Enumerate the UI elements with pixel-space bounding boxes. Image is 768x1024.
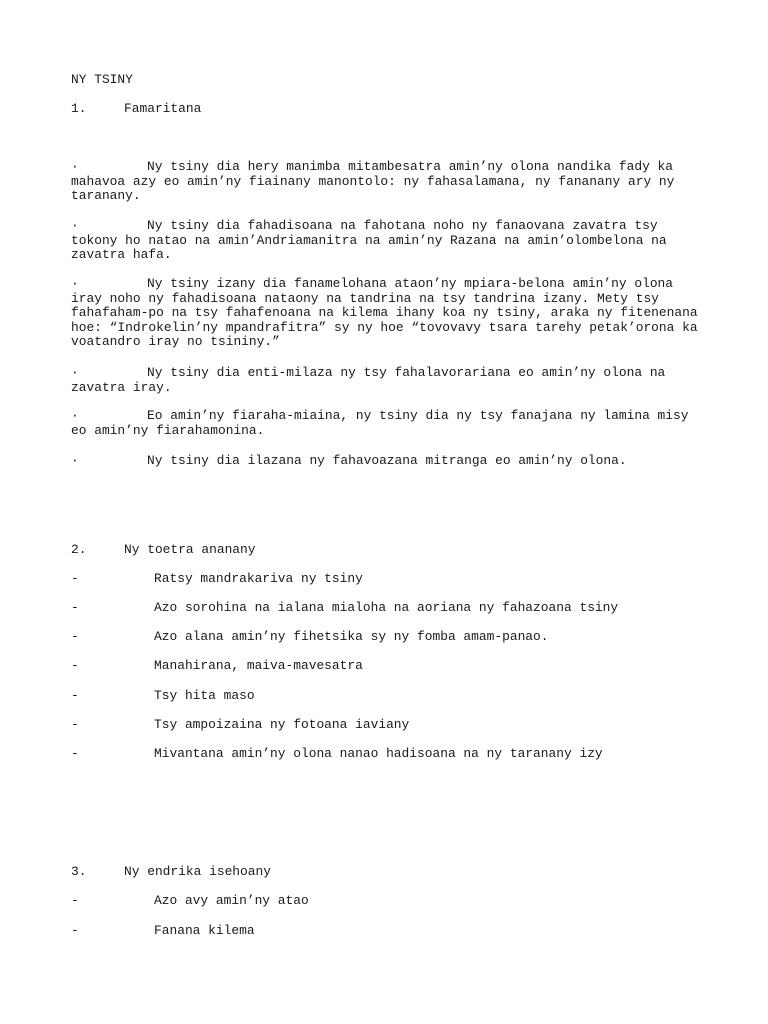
list-item [71, 688, 255, 703]
list-item [71, 160, 711, 204]
list-item [71, 658, 363, 673]
section-title: Ny endrika isehoany [124, 864, 271, 879]
list-item-text: Tsy hita maso [154, 688, 255, 703]
section-number: 1. [71, 101, 87, 116]
list-item-text: Ratsy mandrakariva ny tsiny [154, 571, 363, 586]
bullet-icon: · [71, 453, 79, 468]
list-item [71, 629, 549, 644]
section-heading [71, 864, 271, 879]
list-item-text: Azo avy amin’ny atao [154, 893, 309, 908]
list-item-text: Ny tsiny dia enti-milaza ny tsy fahalavorariana eo amin’ny olona na zavatra iray. [71, 365, 666, 395]
dash-icon: - [71, 923, 79, 938]
dash-icon: - [71, 717, 79, 732]
document-title: NY TSINY [71, 72, 133, 87]
dash-icon: - [71, 658, 79, 673]
bullet-icon: · [71, 365, 79, 380]
list-item [71, 600, 618, 615]
list-item-text: Mivantana amin’ny olona nanao hadisoana na ny taranany izy [154, 746, 603, 761]
list-item-text: Manahirana, maiva-mavesatra [154, 658, 363, 673]
list-item-text: Ny tsiny dia ilazana ny fahavoazana mitranga eo amin’ny olona. [147, 453, 627, 468]
list-item-text: Azo sorohina na ialana mialoha na aoriana ny fahazoana tsiny [154, 600, 619, 615]
section-title: Ny toetra ananany [124, 542, 256, 557]
list-item-text: Fanana kilema [154, 923, 255, 938]
list-item-text: Ny tsiny izany dia fanamelohana ataon’ny mpiara-belona amin’ny olona iray noho ny fahadisoana nataony na tandrina na tsy tandrina izany. Mety tsy fahafaham-po na tsy fahafenoana na kilema ihany koa ny tsiny, araka ny fitenenana hoe: “Indrokelin’ny mpandrafitra” sy ny hoe “tovovavy tsara tarehy petak’orona ka voatandro iray no tsininy.” [71, 276, 698, 350]
dash-icon: - [71, 893, 79, 908]
bullet-icon: · [71, 408, 79, 423]
section-number: 2. [71, 542, 87, 557]
bullet-icon: · [71, 218, 79, 233]
list-item-text: Ny tsiny dia fahadisoana na fahotana noho ny fanaovana zavatra tsy tokony ho natao na amin’Andriamanitra na amin’ny Razana na amin’olombelona na zavatra hafa. [71, 218, 667, 263]
section-number: 3. [71, 864, 87, 879]
list-item [71, 277, 711, 350]
dash-icon: - [71, 629, 79, 644]
dash-icon: - [71, 688, 79, 703]
dash-icon: - [71, 571, 79, 586]
list-item [71, 571, 363, 586]
list-item [71, 923, 255, 938]
bullet-icon: · [71, 276, 79, 291]
list-item [71, 893, 309, 908]
list-item-text: Ny tsiny dia hery manimba mitambesatra amin’ny olona nandika fady ka mahavoa azy eo amin’ny fiainany manontolo: ny fahasalamana, ny fananany ary ny taranany. [71, 159, 675, 204]
list-item [71, 366, 711, 395]
list-item [71, 454, 711, 469]
section-heading [71, 542, 256, 557]
list-item [71, 409, 711, 438]
list-item-text: Tsy ampoizaina ny fotoana iaviany [154, 717, 410, 732]
section-heading [71, 101, 201, 116]
list-item-text: Azo alana amin’ny fihetsika sy ny fomba amam-panao. [154, 629, 549, 644]
dash-icon: - [71, 746, 79, 761]
list-item-text: Eo amin’ny fiaraha-miaina, ny tsiny dia ny tsy fanajana ny lamina misy eo amin’ny fiarahamonina. [71, 408, 689, 438]
list-item [71, 746, 603, 761]
section-title: Famaritana [124, 101, 202, 116]
dash-icon: - [71, 600, 79, 615]
list-item [71, 219, 711, 263]
list-item [71, 717, 409, 732]
bullet-icon: · [71, 159, 79, 174]
